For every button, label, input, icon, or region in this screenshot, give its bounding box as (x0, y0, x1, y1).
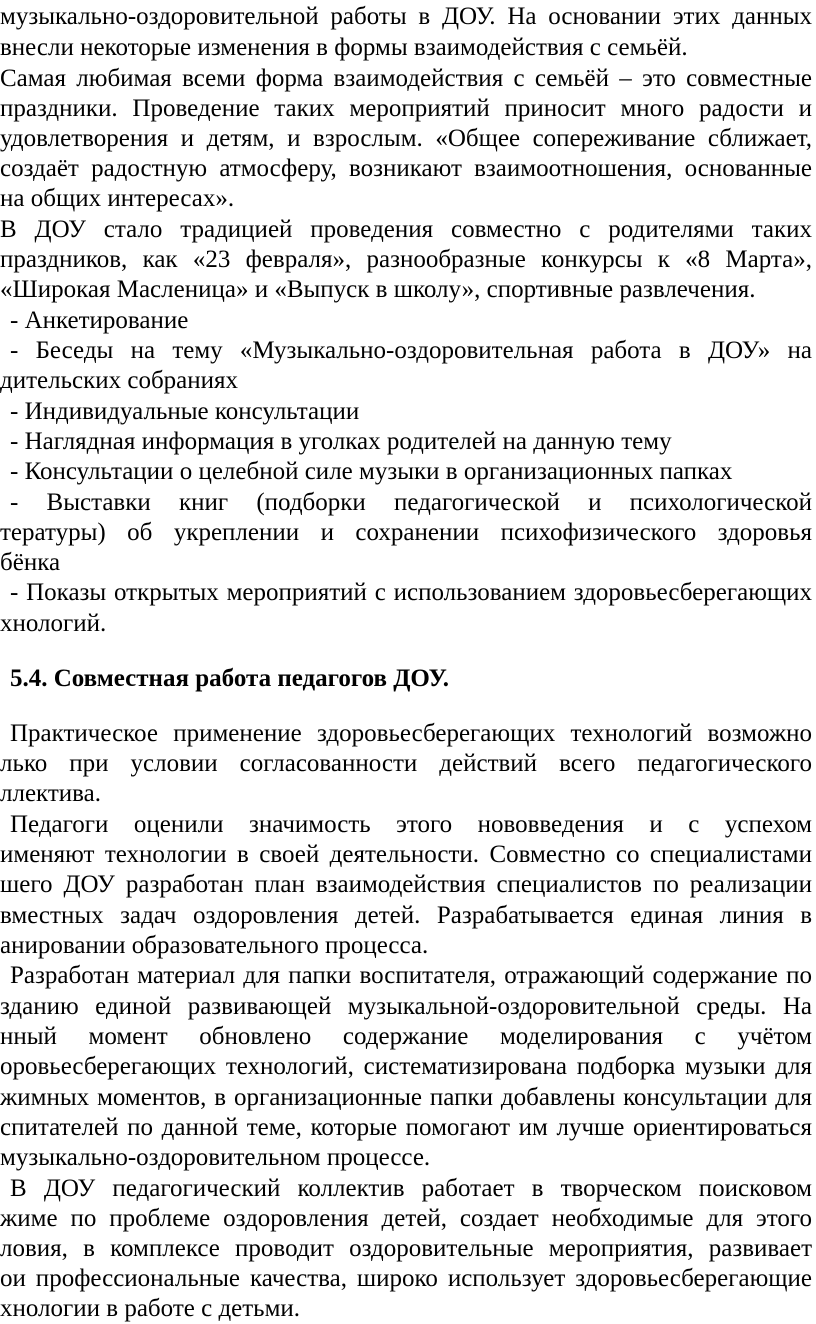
text-line: В ДОУ педагогический коллектив работает в творческом поисковом (10, 1175, 812, 1202)
list-item: - Наглядная информация в уголках родителей на данную тему (10, 428, 672, 455)
list-item-continuation: тературы) об укреплении и сохранении психофизического здоровья (0, 519, 812, 546)
text-line: праздники. Проведение таких мероприятий приносит много радости и (0, 95, 812, 122)
text-line: В ДОУ стало традицией проведения совместно с родителями таких (0, 216, 812, 243)
text-line: создаёт радостную атмосферу, возникают взаимоотношения, основанные (0, 155, 812, 182)
text-line: спитателей по данной теме, которые помогают им лучше ориентироваться (0, 1114, 812, 1141)
text-line: на общих интересах». (0, 185, 235, 212)
text-line: анировании образовательного процесса. (0, 932, 429, 959)
text-line: хнологии в работе с детьми. (0, 1295, 301, 1322)
text-line: жиме по проблеме оздоровления детей, создает необходимые для этого (0, 1205, 812, 1232)
text-line: зданию единой развивающей музыкальной-оздоровительной среды. На (0, 993, 812, 1020)
text-line: ои профессиональные качества, широко использует здоровьесберегающие (0, 1265, 812, 1292)
text-line: оровьесберегающих технологий, систематизирована подборка музыки для (0, 1053, 812, 1080)
text-line: именяют технологии в своей деятельности. Совместно со специалистами (0, 841, 812, 868)
list-item-continuation: хнологий. (0, 610, 107, 637)
text-line: «Широкая Масленица» и «Выпуск в школу», спортивные развлечения. (0, 276, 756, 303)
text-line: удовлетворения и детям, и взрослым. «Общее сопереживание сближает, (0, 125, 812, 152)
text-line: Разработан материал для папки воспитателя, отражающий содержание по (10, 962, 812, 989)
list-item-continuation: бёнка (0, 549, 61, 576)
section-heading: 5.4. Совместная работа педагогов ДОУ. (10, 665, 449, 692)
text-line: музыкально-оздоровительной работы в ДОУ. На основании этих данных (0, 3, 812, 30)
text-line: нный момент обновлено содержание моделирования с учётом (0, 1023, 812, 1050)
list-item: - Выставки книг (подборки педагогической и психологической (10, 489, 812, 516)
text-line: Самая любимая всеми форма взаимодействия с семьёй – это совместные (0, 65, 812, 92)
list-item: - Анкетирование (10, 307, 189, 334)
text-line: Практическое применение здоровьесберегающих технологий возможно (10, 720, 812, 747)
text-line: праздников, как «23 февраля», разнообразные конкурсы к «8 Марта», (0, 246, 812, 273)
text-line: вместных задач оздоровления детей. Разрабатывается единая линия в (0, 902, 812, 929)
text-line: ллектива. (0, 780, 101, 807)
list-item: - Беседы на тему «Музыкально-оздоровительная работа в ДОУ» на (10, 337, 812, 364)
list-item: - Консультации о целебной силе музыки в организационных папках (10, 458, 733, 485)
text-line: жимных моментов, в организационные папки добавлены консультации для (0, 1084, 812, 1111)
text-line: Педагоги оценили значимость этого нововведения и с успехом (10, 811, 812, 838)
text-line: лько при условии согласованности действий всего педагогического (0, 750, 812, 777)
text-line: внесли некоторые изменения в формы взаимодействия с семьёй. (0, 34, 688, 61)
text-line: шего ДОУ разработан план взаимодействия специалистов по реализации (0, 871, 812, 898)
list-item: - Показы открытых мероприятий с использованием здоровьесберегающих (10, 579, 812, 606)
list-item-continuation: дительских собраниях (0, 367, 239, 394)
text-line: ловия, в комплексе проводит оздоровительные мероприятия, развивает (0, 1235, 812, 1262)
list-item: - Индивидуальные консультации (10, 398, 360, 425)
text-line: музыкально-оздоровительном процессе. (0, 1144, 431, 1171)
